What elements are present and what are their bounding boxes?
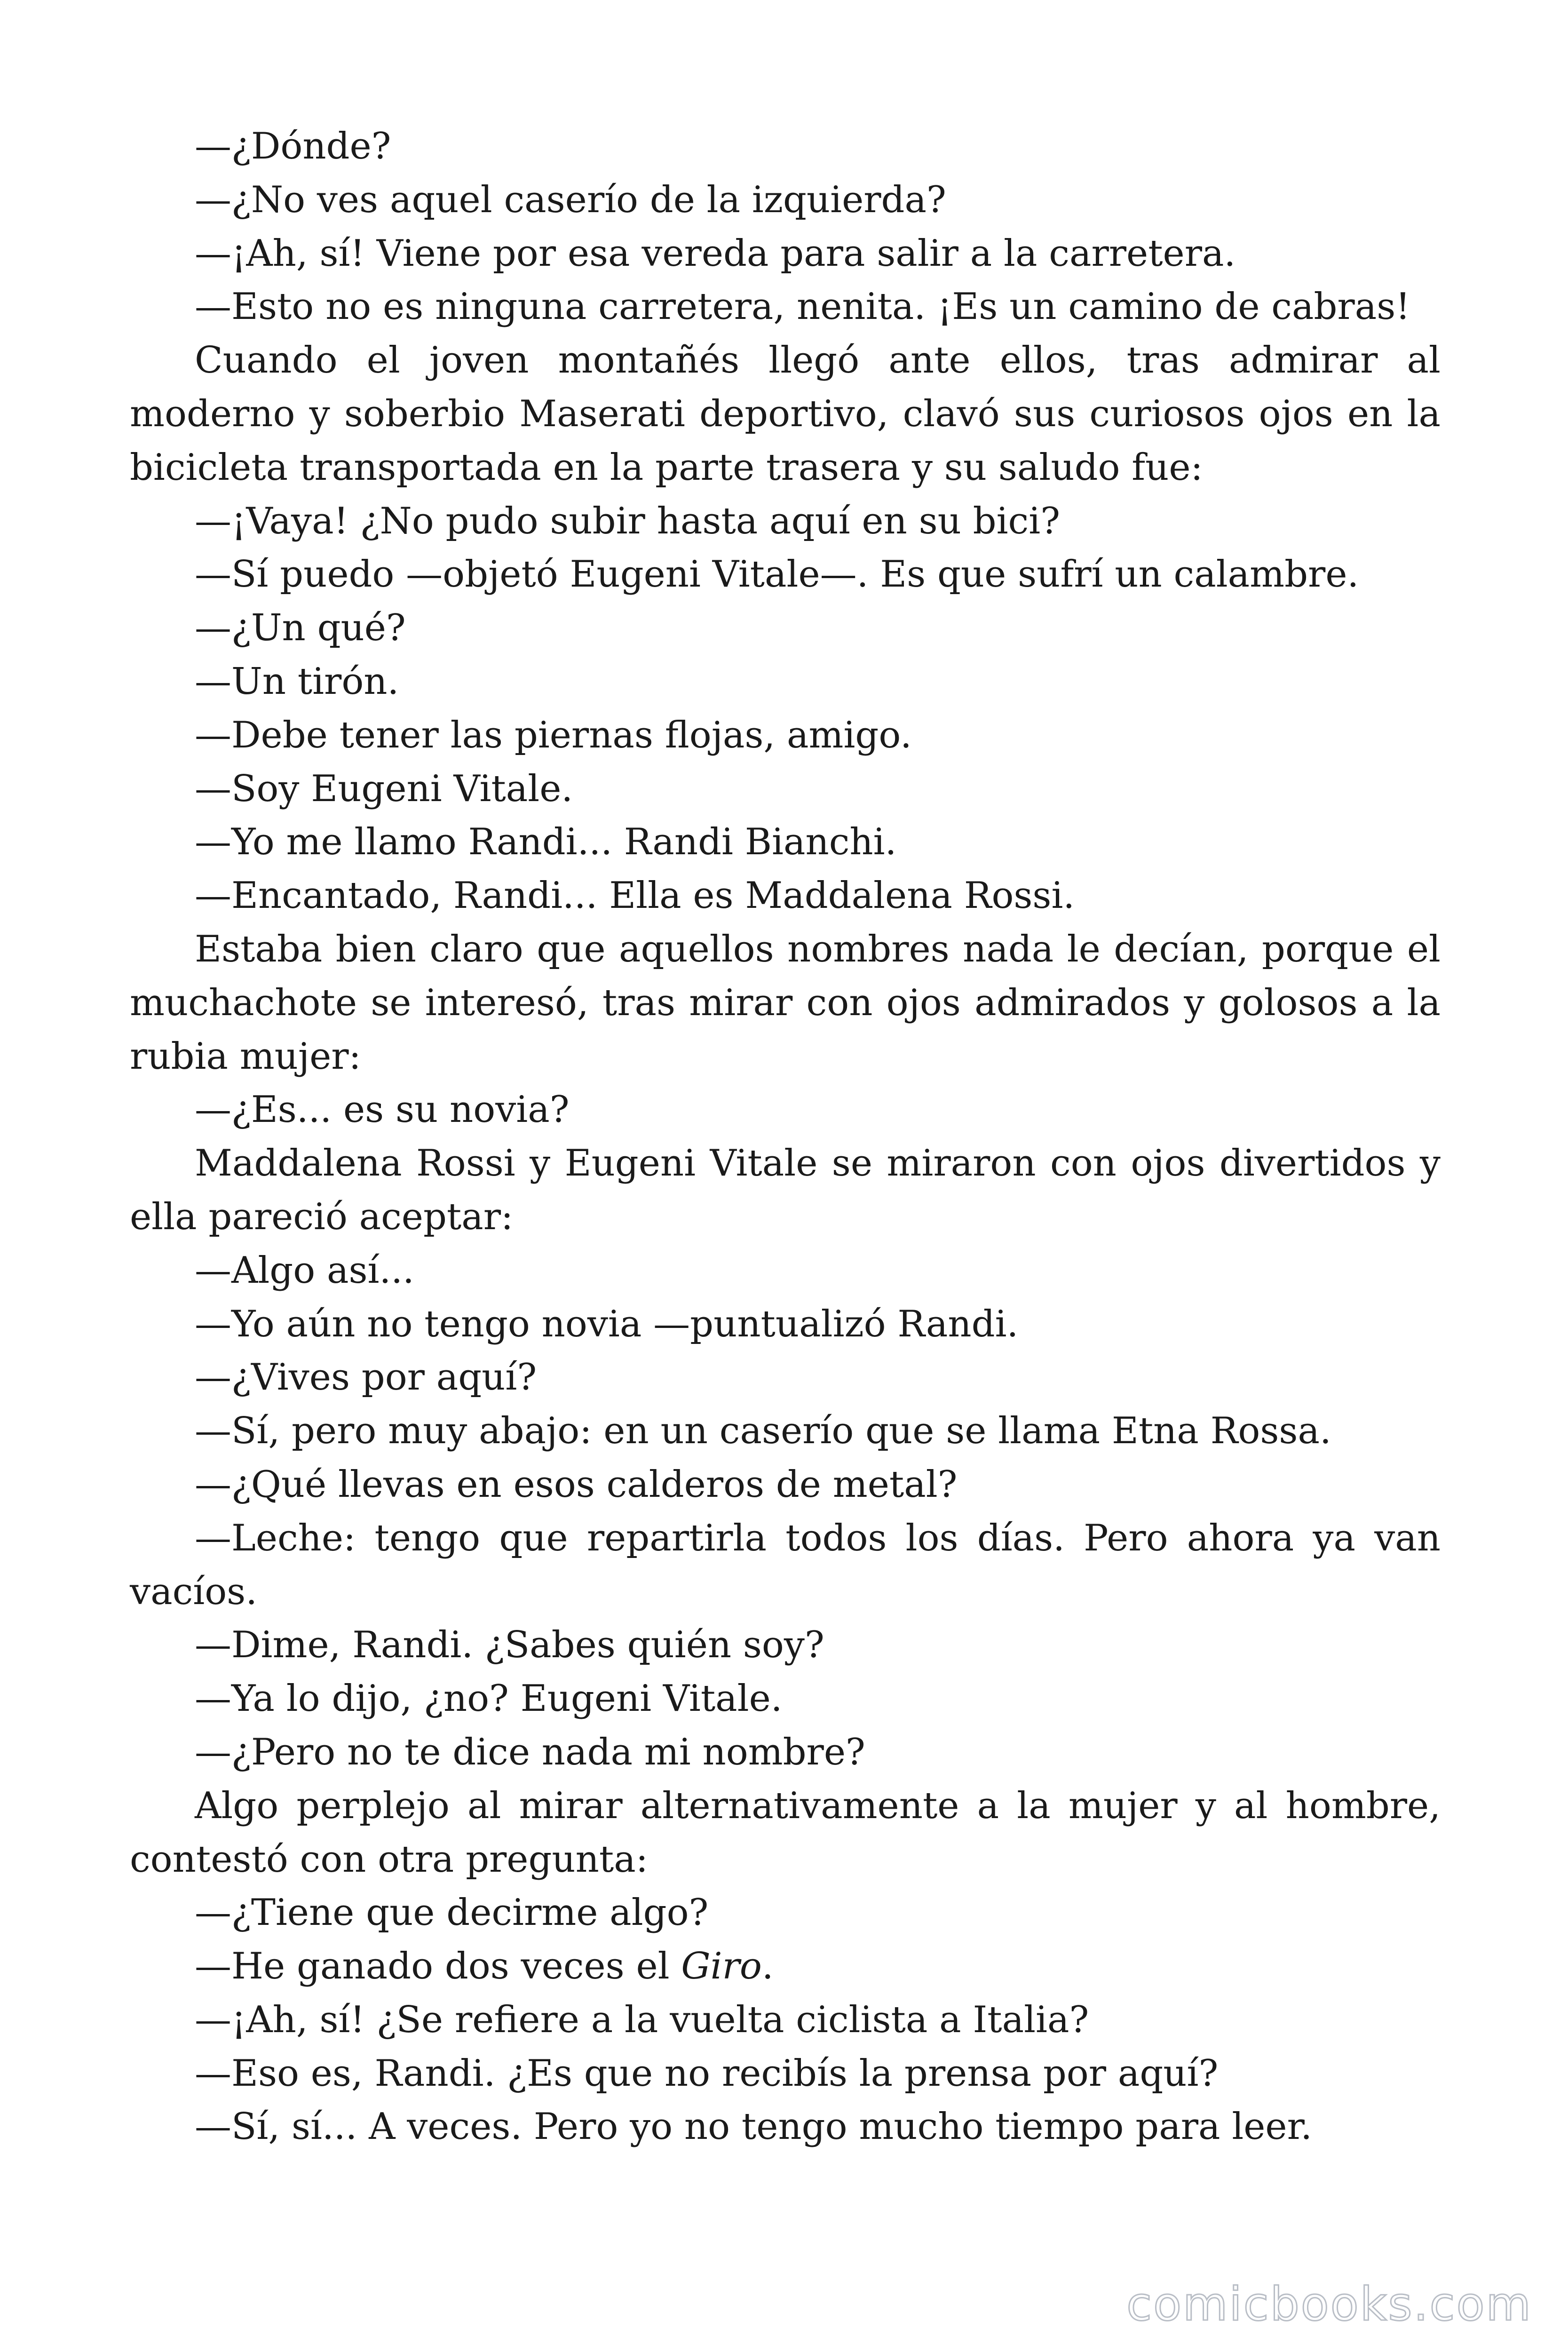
- paragraph: Algo perplejo al mirar alternativamente a la mujer y al hombre, contestó con otra pregunta:: [130, 1784, 1441, 1881]
- paragraph: —¡Ah, sí! Viene por esa vereda para salir a la carretera.: [195, 232, 1236, 275]
- paragraph-text: —He ganado dos veces el: [195, 1945, 681, 1988]
- watermark: comicbooks.com: [1126, 2278, 1532, 2331]
- paragraph: —¿Pero no te dice nada mi nombre?: [195, 1731, 865, 1773]
- paragraph: —Leche: tengo que repartirla todos los días. Pero ahora ya van vacíos.: [130, 1517, 1441, 1613]
- paragraph: —Algo así...: [195, 1249, 414, 1292]
- paragraph: —Yo me llamo Randi... Randi Bianchi.: [195, 821, 897, 864]
- emphasized-title: Giro: [681, 1945, 762, 1988]
- paragraph-text: .: [761, 1945, 774, 1988]
- paragraph: Maddalena Rossi y Eugeni Vitale se miraron con ojos divertidos y ella pareció aceptar:: [130, 1142, 1441, 1238]
- paragraph: —¿Vives por aquí?: [195, 1356, 537, 1399]
- paragraph: —Dime, Randi. ¿Sabes quién soy?: [195, 1624, 824, 1667]
- paragraph: Cuando el joven montañés llegó ante ellos, tras admirar al moderno y soberbio Maserati deportivo, clavó sus curiosos ojos en la bicicleta transportada en la parte trasera y su saludo fue:: [130, 339, 1441, 489]
- paragraph: —Sí, sí... A veces. Pero yo no tengo mucho tiempo para leer.: [195, 2106, 1313, 2148]
- paragraph: —Encantado, Randi... Ella es Maddalena Rossi.: [195, 874, 1075, 917]
- paragraph: —¡Ah, sí! ¿Se refiere a la vuelta ciclista a Italia?: [195, 1998, 1089, 2041]
- paragraph: —Un tirón.: [195, 660, 399, 703]
- paragraph: —Eso es, Randi. ¿Es que no recibís la prensa por aquí?: [195, 2052, 1219, 2095]
- paragraph: —¿Dónde?: [195, 125, 391, 167]
- paragraph: —¿No ves aquel caserío de la izquierda?: [195, 178, 946, 221]
- paragraph: Estaba bien claro que aquellos nombres nada le decían, porque el muchachote se interesó, tras mirar con ojos admirados y golosos a la rubia mujer:: [130, 928, 1441, 1078]
- paragraph: —¿Un qué?: [195, 607, 406, 650]
- paragraph: —Sí, pero muy abajo: en un caserío que se llama Etna Rossa.: [195, 1410, 1331, 1453]
- paragraph: —Ya lo dijo, ¿no? Eugeni Vitale.: [195, 1677, 783, 1720]
- paragraph: —¿Es... es su novia?: [195, 1089, 570, 1131]
- paragraph: —Soy Eugeni Vitale.: [195, 767, 573, 810]
- paragraph: —Esto no es ninguna carretera, nenita. ¡Es un camino de cabras!: [195, 286, 1410, 328]
- paragraph: —Yo aún no tengo novia —puntualizó Randi.: [195, 1303, 1019, 1345]
- body-text: [130, 120, 1441, 2154]
- paragraph: —Debe tener las piernas flojas, amigo.: [195, 714, 912, 756]
- paragraph: —Sí puedo —objetó Eugeni Vitale—. Es que sufrí un calambre.: [195, 553, 1359, 596]
- paragraph: —¡Vaya! ¿No pudo subir hasta aquí en su bici?: [195, 500, 1061, 542]
- paragraph: [130, 1940, 1441, 1994]
- paragraph: —¿Qué llevas en esos calderos de metal?: [195, 1463, 958, 1506]
- paragraph: —¿Tiene que decirme algo?: [195, 1891, 709, 1934]
